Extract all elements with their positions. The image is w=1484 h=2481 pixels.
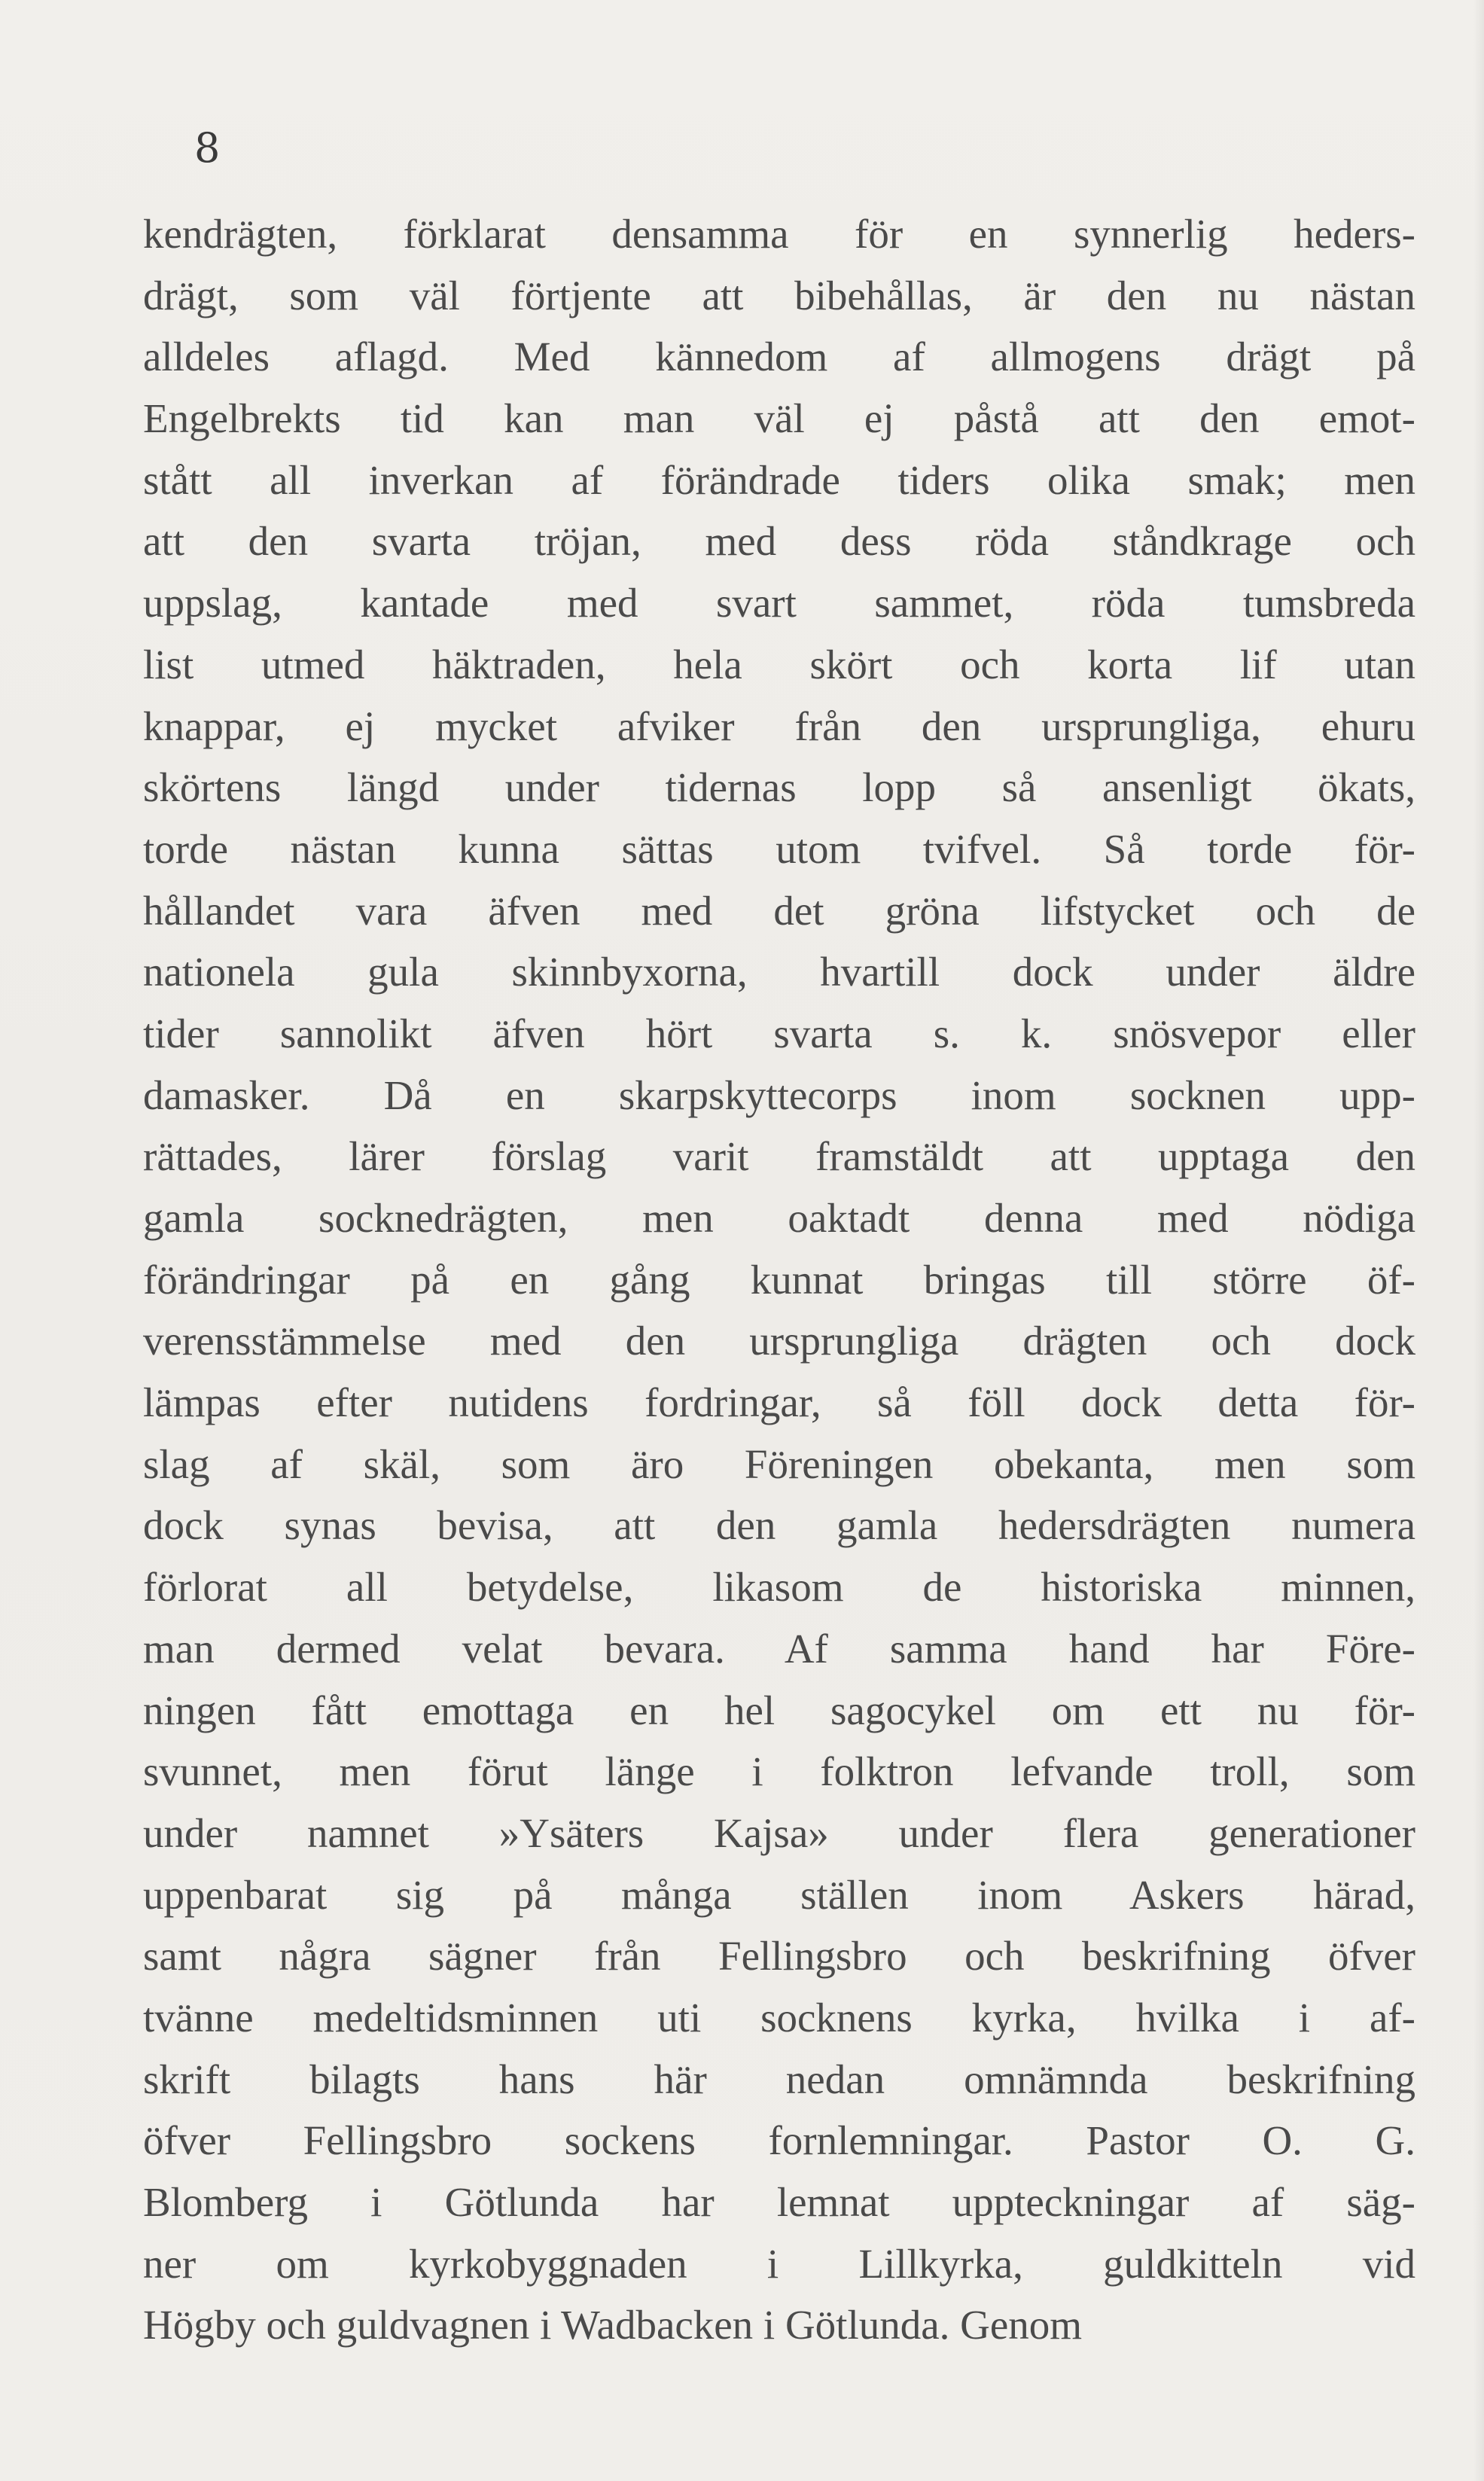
text-line: gamla socknedrägten, men oaktadt denna med nödiga [143,1195,1415,1241]
text-line: man dermed velat bevara. Af samma hand har Före- [143,1625,1415,1672]
text-line: öfver Fellingsbro sockens fornlemningar. Pastor O. G. [143,2117,1415,2164]
text-line: damasker. Då en skarpskyttecorps inom socknen upp- [143,1071,1415,1118]
text-line: knappar, ej mycket afviker från den ursprungliga, ehuru [143,703,1415,749]
text-line: verensstämmelse med den ursprungliga drägten och dock [143,1318,1415,1364]
text-line: stått all inverkan af förändrade tiders olika smak; men [143,456,1415,503]
text-line: uppenbarat sig på många ställen inom Askers härad, [143,1871,1415,1918]
text-line: kendrägten, förklarat densamma för en synnerlig heders- [143,211,1415,257]
body-text [143,203,1415,2356]
text-line: uppslag, kantade med svart sammet, röda tumsbreda [143,580,1415,626]
text-line: att den svarta tröjan, med dess röda ståndkrage och [143,518,1415,565]
text-line: alldeles aflagd. Med kännedom af allmogens drägt på [143,334,1415,380]
text-line: Högby och guldvagnen i Wadbacken i Götlunda. Genom [143,2302,1083,2348]
text-line: dock synas bevisa, att den gamla hedersdrägten numera [143,1502,1415,1549]
text-line: Engelbrekts tid kan man väl ej påstå att den emot- [143,395,1415,442]
page-number: 8 [194,124,221,172]
text-line: torde nästan kunna sättas utom tvifvel. Så torde för- [143,825,1415,872]
text-line: Blomberg i Götlunda har lemnat uppteckningar af säg- [143,2179,1415,2225]
text-line: nationela gula skinnbyxorna, hvartill dock under äldre [143,949,1415,995]
text-line: samt några sägner från Fellingsbro och beskrifning öfver [143,1933,1415,1980]
text-line: ningen fått emottaga en hel sagocykel om ett nu för- [143,1687,1415,1733]
text-line: förlorat all betydelse, likasom de historiska minnen, [143,1564,1415,1611]
text-line: under namnet »Ysäters Kajsa» under flera generationer [143,1809,1415,1856]
text-line: lämpas efter nutidens fordringar, så föll dock detta för- [143,1379,1415,1426]
text-line: tvänne medeltidsminnen uti socknens kyrka, hvilka i af- [143,1994,1415,2041]
text-line: svunnet, men förut länge i folktron lefvande troll, som [143,1748,1415,1795]
text-line: förändringar på en gång kunnat bringas till större öf- [143,1256,1415,1303]
text-line: rättades, lärer förslag varit framstäldt att upptaga den [143,1133,1415,1180]
text-line: skörtens längd under tidernas lopp så ansenligt ökats, [143,764,1415,811]
page-edge-shadow [1473,0,1484,2481]
text-line: skrift bilagts hans här nedan omnämnda beskrifning [143,2056,1415,2102]
text-line: slag af skäl, som äro Föreningen obekanta, men som [143,1440,1415,1487]
text-line: ner om kyrkobyggnaden i Lillkyrka, guldkitteln vid [143,2240,1415,2287]
text-line: drägt, som väl förtjente att bibehållas, är den nu nästan [143,272,1415,319]
text-line: hållandet vara äfven med det gröna lifstycket och de [143,887,1415,934]
text-line: tider sannolikt äfven hört svarta s. k. snösvepor eller [143,1010,1415,1056]
text-line: list utmed häktraden, hela skört och korta lif utan [143,641,1415,687]
